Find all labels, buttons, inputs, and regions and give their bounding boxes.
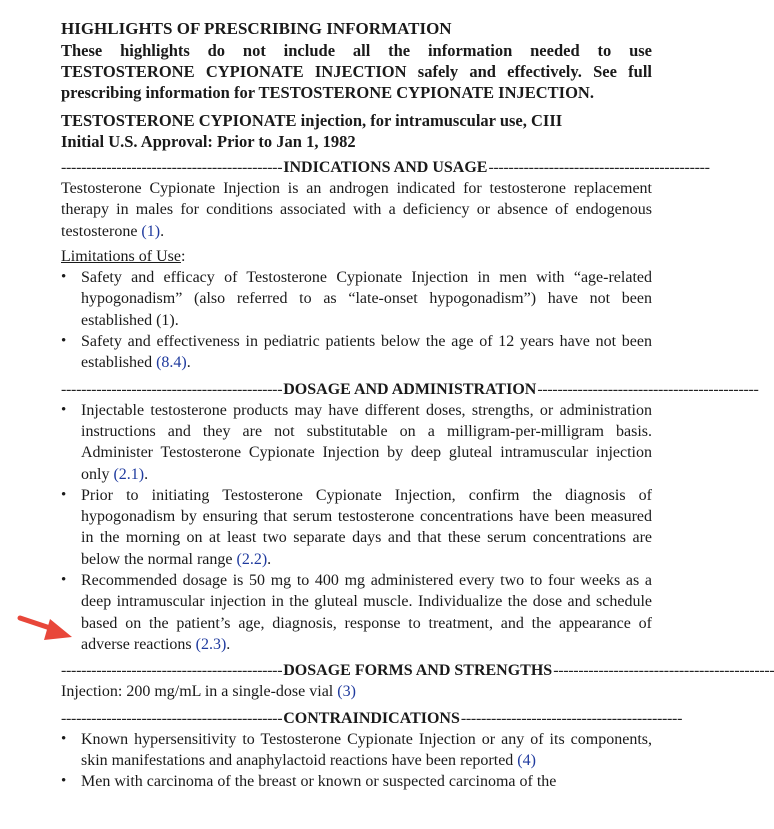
section-header-indications [61, 157, 710, 178]
highlights-intro: These highlights do not include all the information needed to use TESTOSTERONE CYPIONATE INJECTION safely and effectively. See full prescribing information for TESTOSTERONE CYPIONATE INJECTION. [61, 41, 652, 102]
dashes: -------------------------------------------- [488, 159, 710, 176]
list-item: • Injectable testosterone products may have different doses, strengths, or administration instructions and they are not substitutable on a milligram-per-milligram basis. Administer Testosterone Cypionate Injection by deep gluteal intramuscular injection only (2.1). [61, 400, 652, 485]
indications-text: Testosterone Cypionate Injection is an androgen indicated for testosterone replacement therapy in males for conditions associated with a deficiency or absence of endogenous testosterone (1). [61, 180, 652, 240]
dashes: -------------------------------------------- [537, 380, 759, 398]
limitations-heading: Limitations of Use: [61, 247, 186, 265]
prescribing-highlights [61, 18, 774, 792]
dashes: -------------------------------------------- [61, 159, 283, 176]
list-item: • Prior to initiating Testosterone Cypionate Injection, confirm the diagnosis of hypogonadism by ensuring that serum testosterone concentrations have been measured in the morning on at least two separate days and that these serum concentrations are below the normal range (2.2). [61, 485, 652, 570]
list-item-text: Known hypersensitivity to Testosterone Cypionate Injection or any of its components, skin manifestations and anaphylactoid reactions have been reported [81, 730, 652, 769]
ref-link[interactable]: (1) [141, 222, 161, 240]
forms-text [61, 681, 652, 702]
indications-text-body: Testosterone Cypionate Injection is an androgen indicated for testosterone replacement therapy in males for conditions associated with a deficiency or absence of endogenous testosterone [61, 180, 652, 240]
section-header-dosage [61, 379, 759, 400]
list-item-text: Recommended dosage is 50 mg to 400 mg administered every two to four weeks as a deep intramuscular injection in the gluteal muscle. Individualize the dose and schedule based on the patient’s age, diagnosis, response to treatment, and the appearance of adverse reactions [81, 572, 652, 653]
ref-link[interactable]: (8.4) [156, 354, 187, 372]
list-item-text: Injectable testosterone products may have different doses, strengths, or administration instructions and they are not substitutable on a milligram-per-milligram basis. Administer Testosterone Cypionate Injection by deep gluteal intramuscular injection only [81, 401, 652, 483]
dosage-list [61, 400, 652, 656]
section-header-contraindications [61, 708, 683, 729]
red-arrow-icon [18, 612, 78, 648]
approval-date: Initial U.S. Approval: Prior to Jan 1, 1982 [61, 132, 356, 151]
list-item [61, 267, 652, 331]
ref-link[interactable]: (2.3) [195, 635, 227, 653]
section-header-forms [61, 660, 774, 681]
ref-link[interactable]: (4) [517, 751, 536, 769]
list-item-text: Safety and effectiveness in pediatric patients below the age of 12 years have not been established [81, 333, 652, 372]
section-title: DOSAGE FORMS AND STRENGTHS [283, 662, 553, 680]
section-title: INDICATIONS AND USAGE [283, 159, 488, 176]
list-item [61, 729, 652, 772]
ref-link[interactable]: (2.2) [236, 550, 268, 568]
list-item-text: Men with carcinoma of the breast or known or suspected carcinoma of the [81, 773, 557, 791]
dashes: -------------------------------------------- [61, 662, 283, 680]
contraindications-list [61, 729, 652, 793]
ref-link[interactable]: (3) [337, 683, 356, 701]
product-name: TESTOSTERONE CYPIONATE injection, for intramuscular use, CIII [61, 111, 563, 130]
limitations-list [61, 267, 652, 373]
dashes: -------------------------------------------- [61, 380, 283, 398]
list-item-text: Prior to initiating Testosterone Cypionate Injection, confirm the diagnosis of hypogonadism by ensuring that serum testosterone concentrations have been measured in the morning on at least two separate days and that these serum concentrations are below the normal range [81, 486, 652, 568]
list-item [61, 771, 652, 792]
dashes: -------------------------------------------- [553, 662, 774, 680]
list-item: • Safety and effectiveness in pediatric patients below the age of 12 years have not been established (8.4). [61, 331, 652, 374]
ref-link[interactable]: (2.1) [113, 465, 145, 483]
section-title: DOSAGE AND ADMINISTRATION [283, 380, 537, 398]
highlights-title: HIGHLIGHTS OF PRESCRIBING INFORMATION [61, 19, 452, 38]
dashes: -------------------------------------------- [61, 709, 283, 727]
list-item-text: Safety and efficacy of Testosterone Cypionate Injection in men with “age-related hypogonadism” (also referred to as “late-onset hypogonadism”) have not been established (1). [81, 269, 652, 329]
section-title: CONTRAINDICATIONS [283, 709, 460, 727]
forms-text-body: Injection: 200 mg/mL in a single-dose vial [61, 683, 334, 701]
list-item: • Recommended dosage is 50 mg to 400 mg administered every two to four weeks as a deep intramuscular injection in the gluteal muscle. Individualize the dose and schedule based on the patient’s age, diagnosis, response to treatment, and the appearance of adverse reactions (2.3). [61, 570, 652, 655]
dashes: -------------------------------------------- [460, 709, 683, 727]
limitations-label: Limitations of Use [61, 247, 181, 265]
